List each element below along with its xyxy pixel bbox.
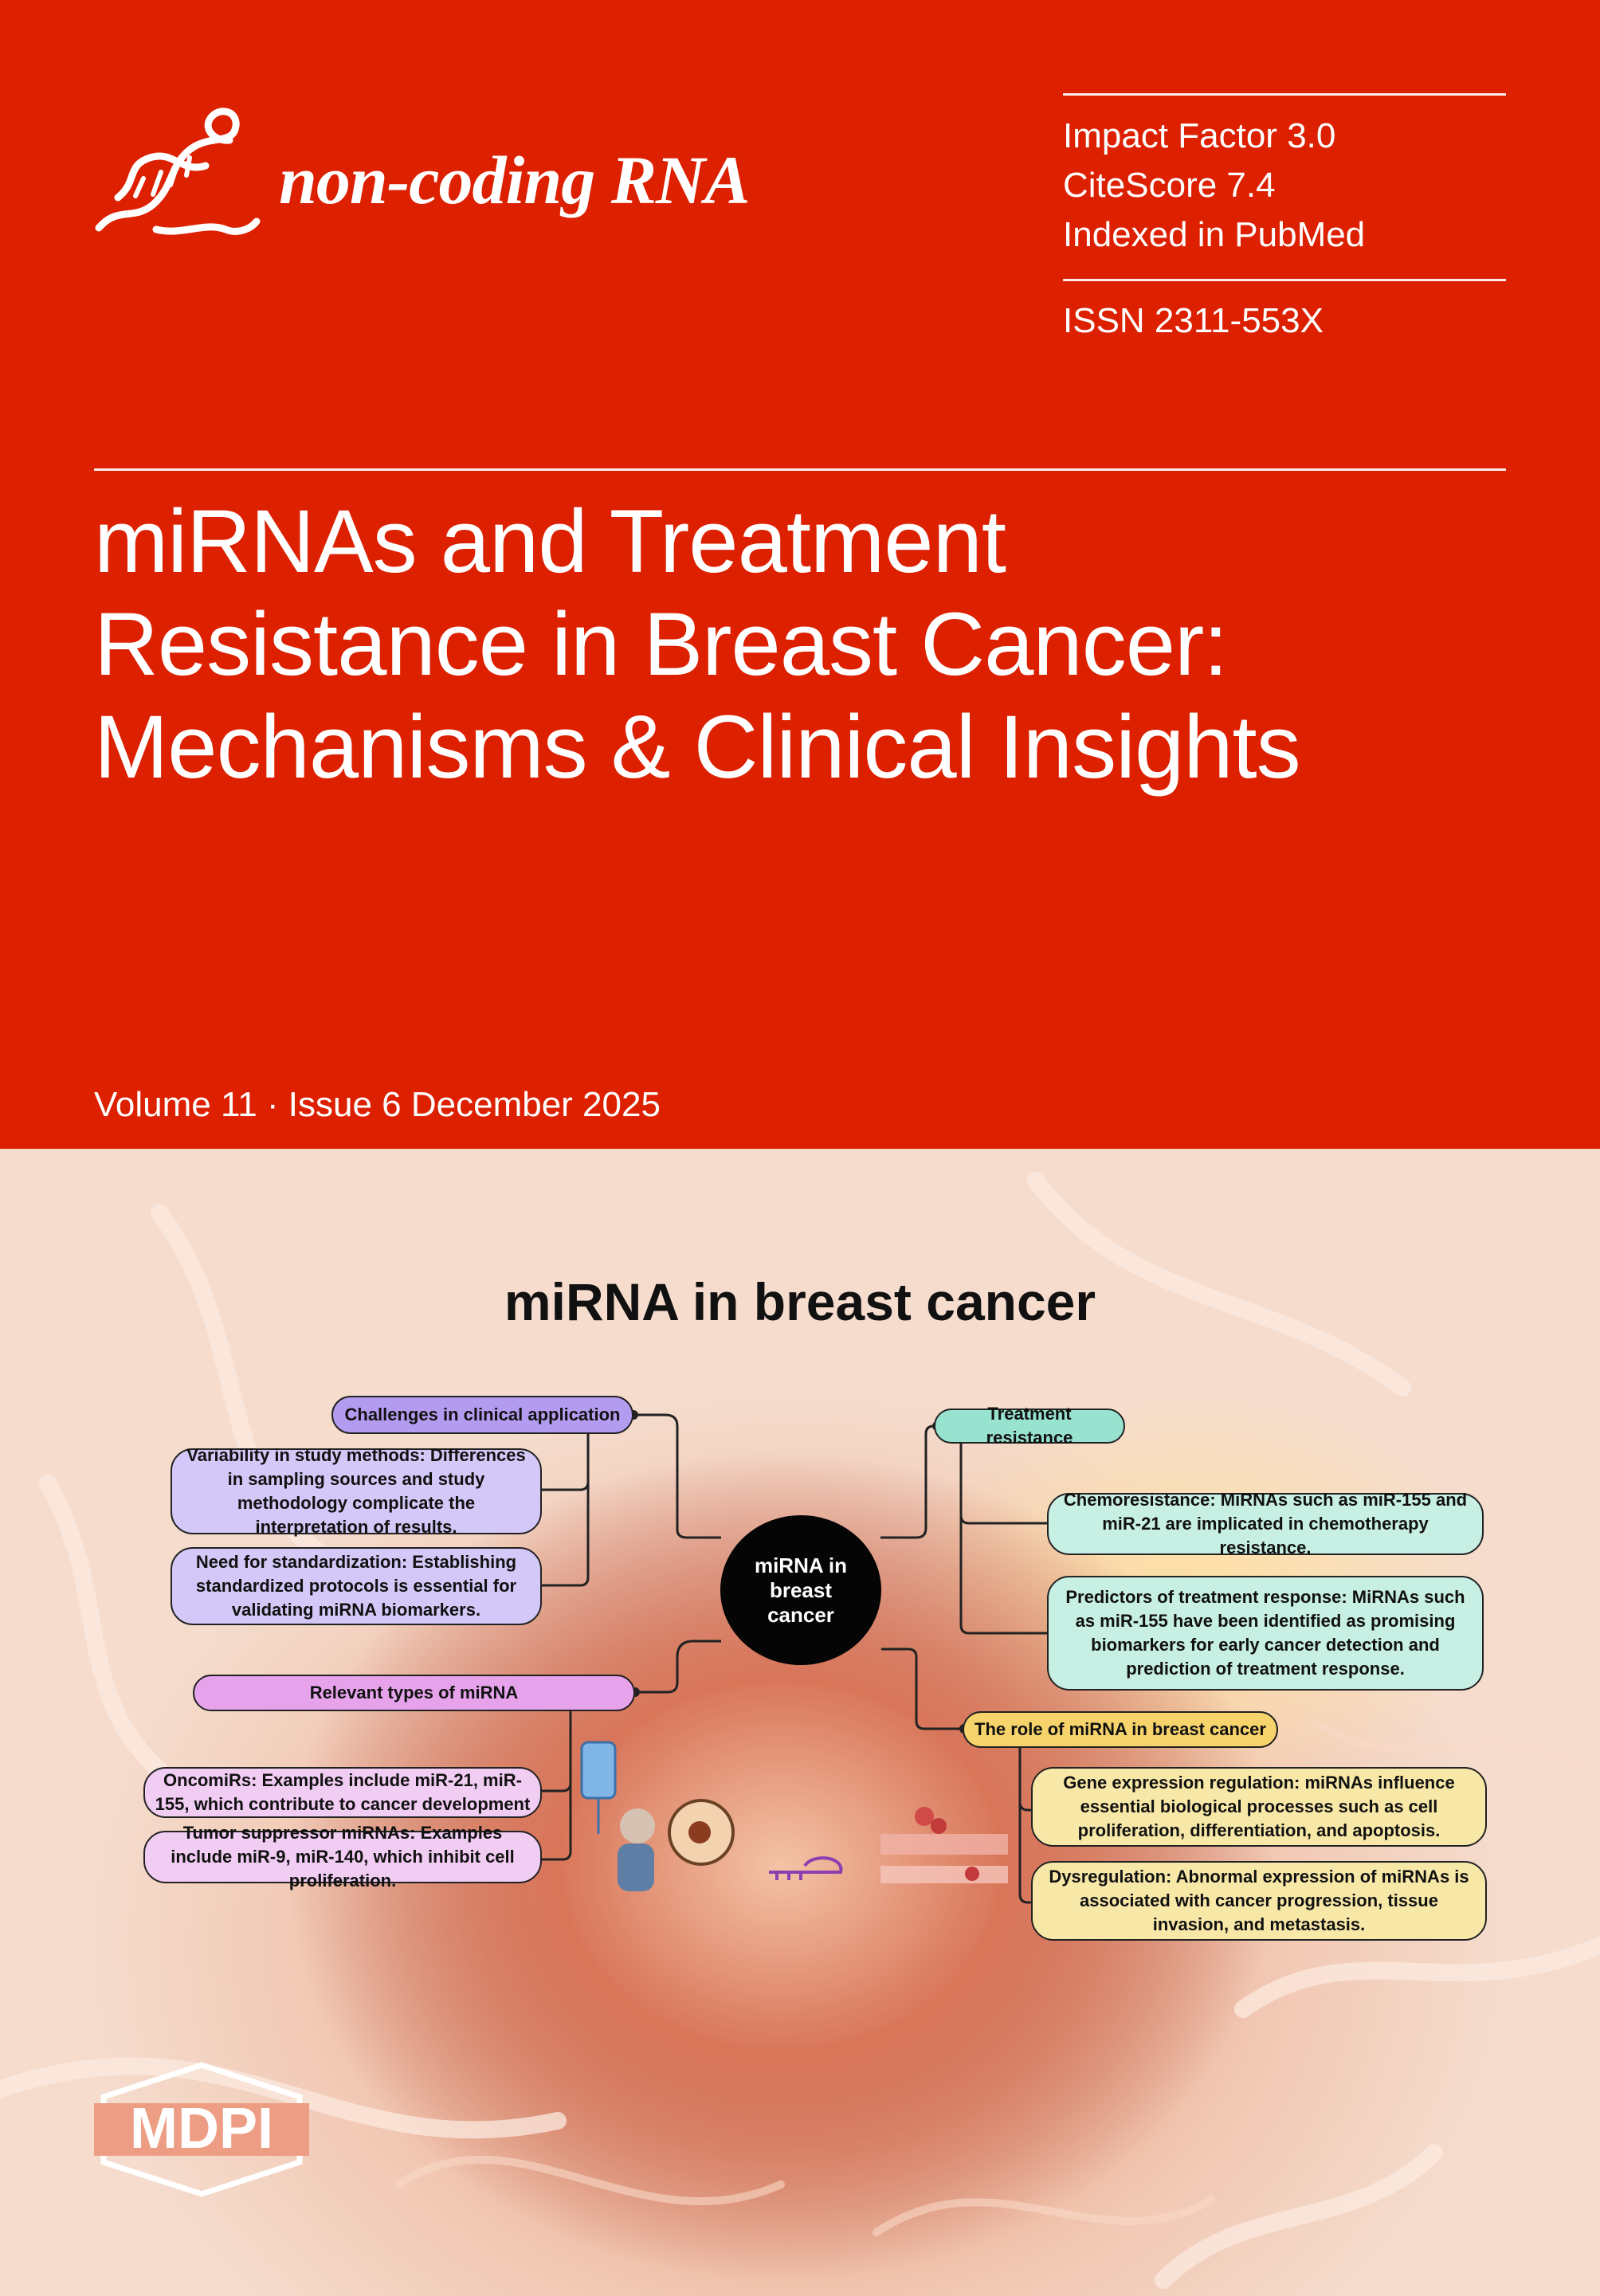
patient-icon <box>618 1808 655 1891</box>
role-header: The role of miRNA in breast cancer <box>963 1711 1278 1748</box>
dna-helix-logo-icon <box>94 102 261 237</box>
mdpi-logo <box>94 2062 309 2197</box>
title-line: Resistance in Breast Cancer: <box>94 594 1228 694</box>
challenges-item: Variability in study methods: Differences in sampling sources and study methodology complicate the interpretation of results. <box>171 1448 542 1534</box>
role-item: Dysregulation: Abnormal expression of miRNAs is associated with cancer progression, tissue invasion, and metastasis. <box>1031 1861 1487 1941</box>
resistance-item: Chemoresistance: MiRNAs such as miR-155 and miR-21 are implicated in chemotherapy resistance. <box>1047 1493 1484 1555</box>
title-divider <box>94 468 1506 471</box>
journal-metrics <box>1063 112 1365 260</box>
cover-title <box>94 490 1560 798</box>
metrics-top-divider <box>1063 93 1506 96</box>
breast-tissue-icon <box>669 1800 733 1864</box>
diagram-center-node: miRNA in breast cancer <box>720 1515 881 1665</box>
challenges-item: Need for standardization: Establishing standardized protocols is essential for validating miRNA biomarkers. <box>171 1547 542 1625</box>
types-item: Tumor suppressor miRNAs: Examples include miR-9, miR-140, which inhibit cell proliferation. <box>143 1831 542 1883</box>
resistance-item: Predictors of treatment response: MiRNAs such as miR-155 have been identified as promising biomarkers for early cancer detection and prediction of treatment response. <box>1047 1576 1484 1691</box>
issn: ISSN 2311-553X <box>1063 301 1324 340</box>
resistance-header: Treatment resistance <box>934 1409 1125 1444</box>
role-item: Gene expression regulation: miRNAs influence essential biological processes such as cell proliferation, differentiation, and apoptosis. <box>1031 1767 1487 1847</box>
challenges-header: Challenges in clinical application <box>331 1396 633 1434</box>
citescore: CiteScore 7.4 <box>1063 166 1276 205</box>
impact-factor: Impact Factor 3.0 <box>1063 116 1336 155</box>
title-line: miRNAs and Treatment <box>94 492 1006 591</box>
journal-name: non-coding RNA <box>279 142 750 218</box>
types-item: OncomiRs: Examples include miR-21, miR-155, which contribute to cancer development <box>143 1767 542 1818</box>
mdpi-logo-text: MDPI <box>130 2097 273 2161</box>
title-line: Mechanisms & Clinical Insights <box>94 697 1300 797</box>
types-header: Relevant types of miRNA <box>193 1675 635 1711</box>
volume-issue: Volume 11 · Issue 6 December 2025 <box>94 1085 661 1124</box>
diagram-title: miRNA in breast cancer <box>504 1272 1096 1331</box>
indexing: Indexed in PubMed <box>1063 215 1366 254</box>
metrics-bottom-divider <box>1063 279 1506 281</box>
